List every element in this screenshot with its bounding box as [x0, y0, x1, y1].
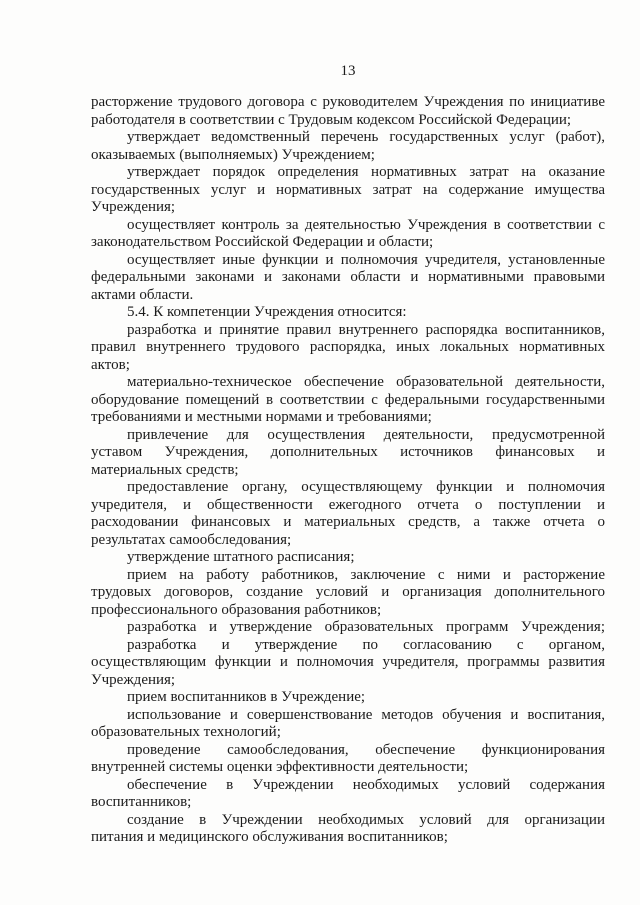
- item-teaching-methods: [91, 707, 605, 742]
- text-line: утверждает ведомственный перечень государственных услуг (работ),: [127, 129, 605, 145]
- text-line: образовательных технологий;: [91, 724, 281, 740]
- text-line: прием воспитанников в Учреждение;: [127, 689, 366, 705]
- item-internal-rules: [91, 322, 605, 375]
- text-line: осуществляет иные функции и полномочия учредителя, установленные: [127, 251, 605, 268]
- text-line: трудовых договоров, создание условий и организация дополнительного: [91, 584, 605, 600]
- item-development-program: [91, 637, 605, 690]
- text-line: правил внутреннего трудового распорядка, иных локальных нормативных: [91, 339, 605, 355]
- paragraph-activity-control: [91, 217, 605, 252]
- text-line: актов;: [91, 356, 130, 373]
- item-self-assessment: [91, 742, 605, 777]
- document-body: [91, 94, 605, 847]
- text-line: обеспечение в Учреждении необходимых условий содержания: [127, 776, 605, 793]
- text-line: осуществляет контроль за деятельностью Учреждения в соответствии с: [127, 216, 605, 233]
- text-line: профессионального образования работников;: [91, 601, 382, 618]
- text-line: законодательством Российской Федерации и области;: [91, 234, 434, 250]
- paragraph-other-functions: [91, 252, 605, 305]
- text-line: материально-техническое обеспечение образовательной деятельности,: [127, 374, 605, 390]
- text-line: учредителя, и общественности ежегодного отчета о поступлении и: [91, 496, 605, 513]
- text-line: разработка и утверждение по согласованию с органом,: [127, 636, 605, 653]
- page-number: 13: [340, 63, 356, 79]
- text-line: Учреждения;: [91, 199, 176, 215]
- item-hiring: [91, 567, 605, 620]
- item-admission: [91, 689, 605, 707]
- text-line: утверждает порядок определения нормативных затрат на оказание: [127, 164, 605, 180]
- text-line: оказываемых (выполняемых) Учреждением;: [91, 146, 375, 163]
- text-line: работодателя в соответствии с Трудовым кодексом Российской Федерации;: [91, 111, 572, 128]
- item-additional-funding: [91, 427, 605, 480]
- text-line: оборудование помещений в соответствии с федеральными государственными: [91, 391, 605, 408]
- text-line: Учреждения;: [91, 671, 176, 688]
- text-line: результатах самообследования;: [91, 531, 292, 548]
- text-line: питания и медицинского обслуживания воспитанников;: [91, 829, 448, 845]
- text-line: утверждение штатного расписания;: [127, 549, 355, 565]
- item-educational-programs: [91, 619, 605, 637]
- text-line: расторжение трудового договора с руководителем Учреждения по инициативе: [91, 94, 605, 110]
- text-line: разработка и принятие правил внутреннего распорядка воспитанников,: [127, 321, 605, 338]
- item-staff-schedule: [91, 549, 605, 567]
- item-maintenance-conditions: [91, 777, 605, 812]
- text-line: осуществляющим функции и полномочия учредителя, программы развития: [91, 654, 605, 670]
- item-annual-report: [91, 479, 605, 549]
- item-material-support: [91, 374, 605, 427]
- text-line: внутренней системы оценки эффективности деятельности;: [91, 759, 469, 775]
- text-line: привлечение для осуществления деятельности, предусмотренной: [127, 426, 605, 443]
- text-line: федеральными законами и законами области и нормативными правовыми: [91, 269, 605, 285]
- text-line: материальных средств;: [91, 461, 239, 478]
- paragraph-services-list: [91, 129, 605, 164]
- item-catering-medical: [91, 812, 605, 847]
- text-line: воспитанников;: [91, 794, 192, 810]
- text-line: проведение самообследования, обеспечение функционирования: [127, 741, 605, 758]
- text-line: расходовании финансовых и материальных средств, а также отчета о: [91, 514, 605, 530]
- paragraph-normative-costs: [91, 164, 605, 217]
- text-line: предоставление органу, осуществляющему функции и полномочия: [127, 479, 605, 495]
- paragraph-contract-termination: [91, 94, 605, 129]
- text-line: государственных услуг и нормативных затрат на содержание имущества: [91, 181, 605, 198]
- text-line: создание в Учреждении необходимых условий для организации: [127, 811, 605, 828]
- text-line: актами области.: [91, 286, 194, 303]
- text-line: использование и совершенствование методов обучения и воспитания,: [127, 706, 605, 723]
- text-line: уставом Учреждения, дополнительных источников финансовых и: [91, 444, 605, 460]
- text-line: прием на работу работников, заключение с ними и расторжение: [127, 566, 605, 583]
- text-line: требованиями и местными нормами и требованиями;: [91, 409, 432, 425]
- section-heading-5-4: [91, 304, 605, 322]
- text-line: 5.4. К компетенции Учреждения относится:: [127, 304, 407, 320]
- text-line: разработка и утверждение образовательных программ Учреждения;: [127, 619, 605, 635]
